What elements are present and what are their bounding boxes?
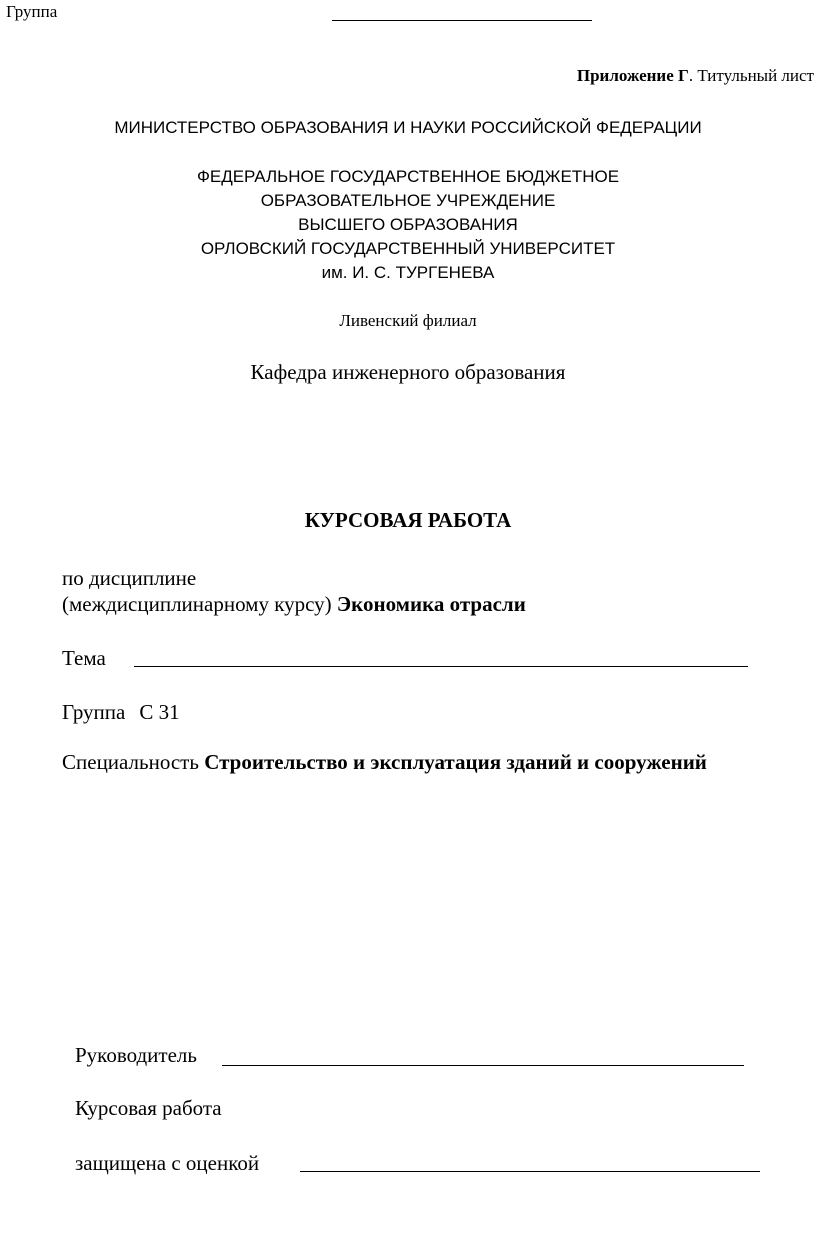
institution-line-2: ОБРАЗОВАТЕЛЬНОЕ УЧРЕЖДЕНИЕ xyxy=(260,191,556,210)
topic-blank-line[interactable] xyxy=(134,666,748,667)
group-value: С 31 xyxy=(139,700,180,724)
department-name: Кафедра инженерного образования xyxy=(250,360,566,384)
institution-line-4: ОРЛОВСКИЙ ГОСУДАРСТВЕННЫЙ УНИВЕРСИТЕТ xyxy=(200,239,616,258)
topic-label: Тема xyxy=(62,646,106,670)
grade-label: защищена с оценкой xyxy=(75,1151,260,1175)
supervisor-blank-line[interactable] xyxy=(222,1065,744,1066)
group-row xyxy=(62,700,180,725)
discipline-line-2 xyxy=(62,592,526,617)
top-group-label: Группа xyxy=(6,2,58,21)
institution-line-3: ВЫСШЕГО ОБРАЗОВАНИЯ xyxy=(298,215,518,234)
supervisor-label: Руководитель xyxy=(75,1043,197,1067)
grade-blank-line[interactable] xyxy=(300,1171,760,1172)
top-group-blank-line[interactable] xyxy=(332,20,592,21)
discipline-line-1: по дисциплине xyxy=(62,566,197,590)
appendix-label-rest: . Титульный лист xyxy=(688,66,814,85)
specialty-row xyxy=(62,750,707,775)
group-label: Группа xyxy=(62,700,126,724)
specialty-label: Специальность xyxy=(62,750,205,774)
institution-line-1: ФЕДЕРАЛЬНОЕ ГОСУДАРСТВЕННОЕ БЮДЖЕТНОЕ xyxy=(196,167,620,186)
appendix-label-bold: Приложение Г xyxy=(576,66,689,85)
branch-name: Ливенский филиал xyxy=(339,311,477,330)
coursework-label: Курсовая работа xyxy=(75,1096,222,1120)
institution-line-5: им. И. С. ТУРГЕНЕВА xyxy=(321,263,495,282)
ministry-name: МИНИСТЕРСТВО ОБРАЗОВАНИЯ И НАУКИ РОССИЙСКОЙ ФЕДЕРАЦИИ xyxy=(114,118,702,137)
appendix-label xyxy=(577,66,814,86)
document-title: КУРСОВАЯ РАБОТА xyxy=(304,508,512,532)
discipline-value: Экономика отрасли xyxy=(336,592,526,616)
specialty-value: Строительство и эксплуатация зданий и сооружений xyxy=(204,750,707,774)
discipline-prefix: (междисциплинарному курсу) xyxy=(62,592,337,616)
